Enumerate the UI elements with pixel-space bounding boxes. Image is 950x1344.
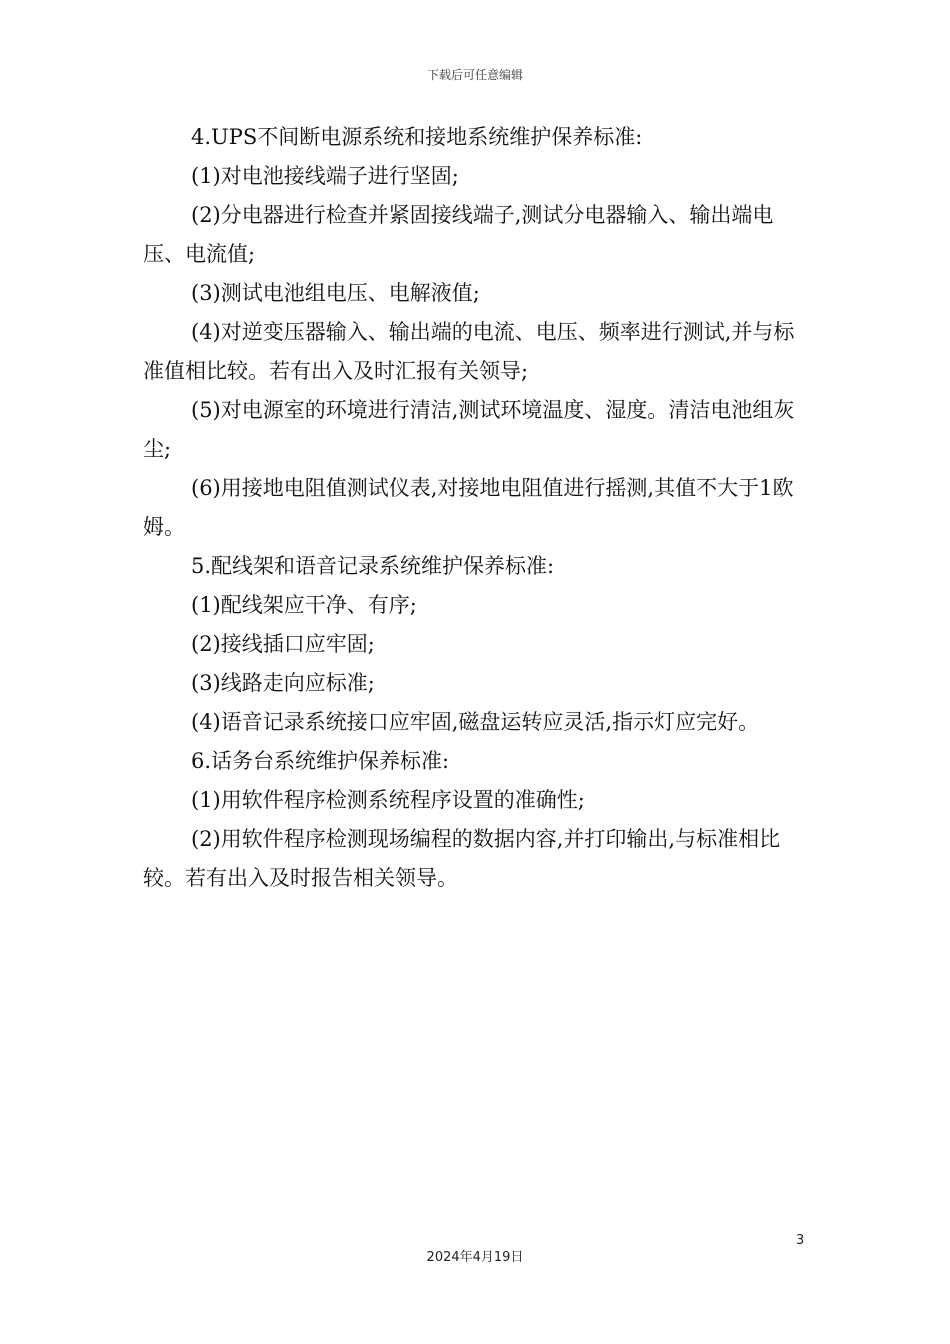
- list-item: (2)接线插口应牢固;: [191, 632, 375, 656]
- section-heading-ups: 4.UPS不间断电源系统和接地系统维护保养标准:: [191, 125, 643, 149]
- page-number: 3: [796, 1233, 805, 1248]
- section-heading-distribution-frame: 5.配线架和语音记录系统维护保养标准:: [191, 554, 555, 578]
- list-item: (1)对电池接线端子进行坚固;: [191, 164, 459, 188]
- list-item: (4)语音记录系统接口应牢固,磁盘运转应灵活,指示灯应完好。: [191, 710, 760, 734]
- list-item: (4)对逆变压器输入、输出端的电流、电压、频率进行测试,并与标准值相比较。若有出入及时汇报有关领导;: [143, 320, 795, 383]
- section-heading-console: 6.话务台系统维护保养标准:: [191, 749, 450, 773]
- list-item: (2)用软件程序检测现场编程的数据内容,并打印输出,与标准相比较。若有出入及时报告相关领导。: [143, 827, 781, 890]
- list-item: (2)分电器进行检查并紧固接线端子,测试分电器输入、输出端电压、电流值;: [143, 203, 774, 266]
- footer-date: 2024年4月19日: [426, 1250, 524, 1265]
- list-item: (3)测试电池组电压、电解液值;: [191, 281, 480, 305]
- list-item: (1)配线架应干净、有序;: [191, 593, 417, 617]
- list-item: (3)线路走向应标准;: [191, 671, 375, 695]
- document-body: [143, 118, 813, 898]
- list-item: (6)用接地电阻值测试仪表,对接地电阻值进行摇测,其值不大于1欧姆。: [143, 476, 794, 539]
- list-item: (1)用软件程序检测系统程序设置的准确性;: [191, 788, 585, 812]
- page-header: 下载后可任意编辑: [426, 68, 523, 82]
- list-item: (5)对电源室的环境进行清洁,测试环境温度、湿度。清洁电池组灰尘;: [143, 398, 795, 461]
